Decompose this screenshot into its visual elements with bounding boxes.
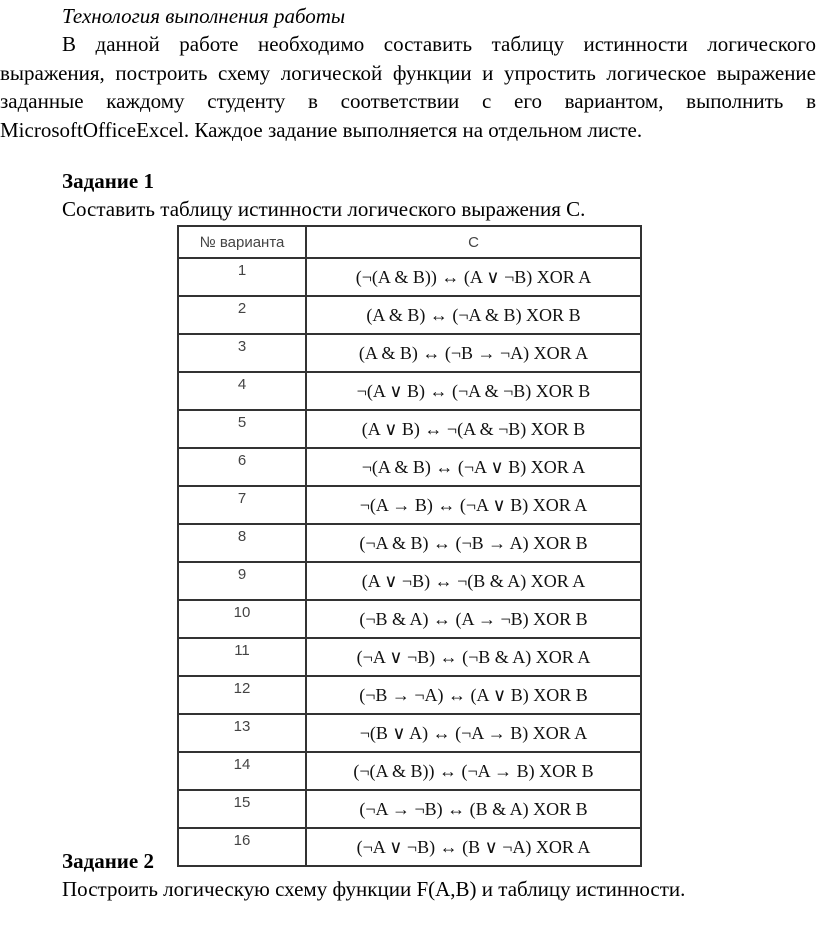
- expression-cell: (¬B → ¬A) ↔ (A ∨ B) XOR B: [306, 676, 641, 714]
- expression-cell: (¬A → ¬B) ↔ (B & A) XOR B: [306, 790, 641, 828]
- variants-table-body: [178, 258, 641, 866]
- expression-cell: (¬A & B) ↔ (¬B → A) XOR B: [306, 524, 641, 562]
- table-row: [178, 676, 641, 714]
- variant-number-cell: 13: [178, 714, 306, 752]
- table-row: [178, 638, 641, 676]
- intro-paragraph: В данной работе необходимо составить таблицу истинности логического выражения, построить схему логической функции и упростить логическое выражение заданные каждому студенту в соответствии с его вариантом, выполнить в MicrosoftOfficeExcel. Каждое задание выполняется на отдельном листе.: [0, 32, 816, 142]
- expression-cell: (A & B) ↔ (¬A & B) XOR B: [306, 296, 641, 334]
- expression-cell: ¬(A & B) ↔ (¬A ∨ B) XOR A: [306, 448, 641, 486]
- variant-number-cell: 3: [178, 334, 306, 372]
- task1-title: Задание 1: [62, 169, 154, 193]
- table-row: [178, 258, 641, 296]
- table-row: [178, 372, 641, 410]
- variant-number-cell: 6: [178, 448, 306, 486]
- table-row: [178, 790, 641, 828]
- variant-number-cell: 11: [178, 638, 306, 676]
- table-header-row: [178, 226, 641, 258]
- variant-number-cell: 8: [178, 524, 306, 562]
- variant-number-cell: 5: [178, 410, 306, 448]
- expression-cell: (¬(A & B)) ↔ (A ∨ ¬B) XOR A: [306, 258, 641, 296]
- expression-cell: ¬(A → B) ↔ (¬A ∨ B) XOR A: [306, 486, 641, 524]
- variant-number-cell: 16: [178, 828, 306, 866]
- variant-number-cell: 12: [178, 676, 306, 714]
- table-row: [178, 486, 641, 524]
- expression-cell: (¬A ∨ ¬B) ↔ (B ∨ ¬A) XOR A: [306, 828, 641, 866]
- task1-text: Составить таблицу истинности логического выражения С.: [62, 197, 586, 221]
- variants-table: [177, 225, 642, 867]
- expression-cell: ¬(B ∨ A) ↔ (¬A → B) XOR A: [306, 714, 641, 752]
- variant-number-cell: 7: [178, 486, 306, 524]
- table-row: [178, 600, 641, 638]
- variant-number-cell: 4: [178, 372, 306, 410]
- table-row: [178, 296, 641, 334]
- task2-text: Построить логическую схему функции F(A,B) и таблицу истинности.: [62, 877, 686, 901]
- table-row: [178, 524, 641, 562]
- table-row: [178, 448, 641, 486]
- table-row: [178, 828, 641, 866]
- expression-cell: (¬B & A) ↔ (A → ¬B) XOR B: [306, 600, 641, 638]
- variant-number-cell: 1: [178, 258, 306, 296]
- expression-cell: (A ∨ B) ↔ ¬(A & ¬B) XOR B: [306, 410, 641, 448]
- table-row: [178, 752, 641, 790]
- table-row: [178, 410, 641, 448]
- task2-title: Задание 2: [62, 849, 154, 873]
- variant-number-cell: 2: [178, 296, 306, 334]
- expression-cell: ¬(A ∨ B) ↔ (¬A & ¬B) XOR B: [306, 372, 641, 410]
- table-row: [178, 334, 641, 372]
- expression-cell: (¬A ∨ ¬B) ↔ (¬B & A) XOR A: [306, 638, 641, 676]
- variant-number-cell: 14: [178, 752, 306, 790]
- variant-number-cell: 10: [178, 600, 306, 638]
- table-row: [178, 714, 641, 752]
- variant-number-cell: 15: [178, 790, 306, 828]
- expression-cell: (¬(A & B)) ↔ (¬A → B) XOR B: [306, 752, 641, 790]
- table-row: [178, 562, 641, 600]
- header-expression: С: [306, 226, 641, 258]
- expression-cell: (A & B) ↔ (¬B → ¬A) XOR A: [306, 334, 641, 372]
- header-variant-number: № варианта: [178, 226, 306, 258]
- variant-number-cell: 9: [178, 562, 306, 600]
- section-title: Технология выполнения работы: [62, 4, 346, 28]
- expression-cell: (A ∨ ¬B) ↔ ¬(B & A) XOR A: [306, 562, 641, 600]
